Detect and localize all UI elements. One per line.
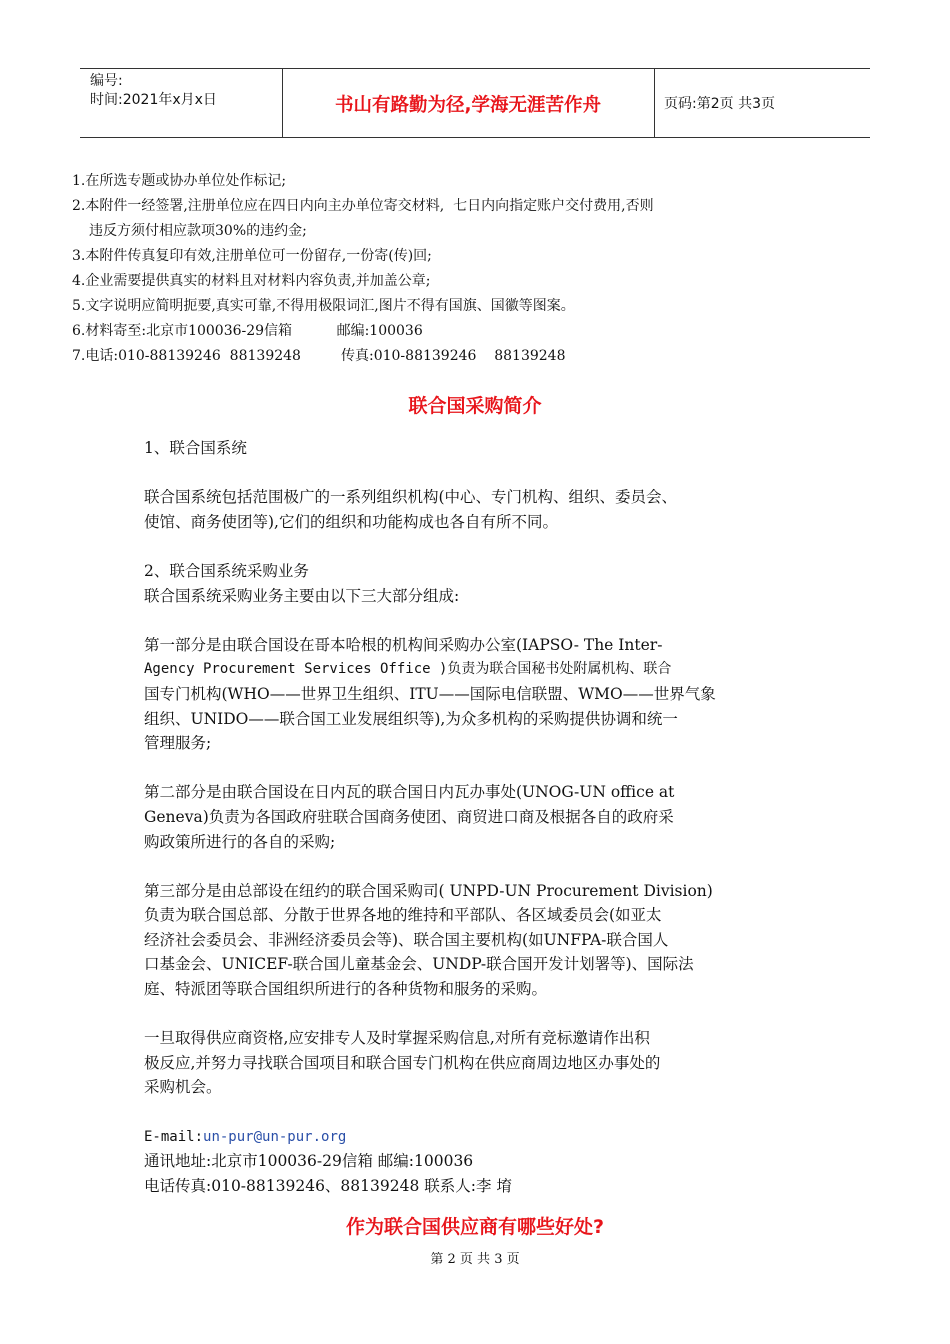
phone-line: 电话传真:010-88139246、88139248 联系人:李 堉 — [144, 1176, 512, 1195]
note-item: 3.本附件传真复印有效,注册单位可一份留存,一份寄(传)回; — [72, 248, 432, 264]
paragraph-line: 联合国系统采购业务主要由以下三大部分组成: — [144, 586, 460, 605]
note-item: 1.在所选专题或协办单位处作标记; — [72, 173, 287, 189]
paragraph-line: 国专门机构(WHO——世界卫生组织、ITU——国际电信联盟、WMO——世界气象 — [144, 684, 716, 703]
page-footer: 第 2 页 共 3 页 — [430, 1252, 520, 1267]
header-divider — [654, 69, 655, 137]
page-info: 页码:第2页 共3页 — [664, 96, 775, 112]
paragraph-line: 第二部分是由联合国设在日内瓦的联合国日内瓦办事处(UNOG-UN office at — [144, 783, 675, 802]
address-line: 通讯地址:北京市100036-29信箱 邮编:100036 — [144, 1152, 474, 1171]
paragraph-line: 庭、特派团等联合国组织所进行的各种货物和服务的采购。 — [144, 980, 548, 999]
paragraph-line: 经济社会委员会、非洲经济委员会等)、联合国主要机构(如UNFPA-联合国人 — [144, 930, 669, 949]
header-meta — [90, 72, 217, 110]
paragraph-line: 联合国系统包括范围极广的一系列组织机构(中心、专门机构、组织、委员会、 — [144, 488, 678, 507]
time-label: 时间:2021年x月x日 — [90, 92, 217, 108]
paragraph-line: 使馆、商务使团等),它们的组织和功能构成也各自有所不同。 — [144, 512, 558, 531]
note-item: 6.材料寄至:北京市100036-29信箱 邮编:100036 — [72, 323, 423, 339]
paragraph-line: 极反应,并努力寻找联合国项目和联合国专门机构在供应商周边地区办事处的 — [144, 1053, 661, 1072]
section-title-benefits: 作为联合国供应商有哪些好处? — [345, 1216, 605, 1238]
header-motto: 书山有路勤为径,学海无涯苦作舟 — [334, 95, 602, 116]
note-item: 7.电话:010-88139246 88139248 传真:010-88139246 88139248 — [72, 348, 566, 364]
paragraph-line: 口基金会、UNICEF-联合国儿童基金会、UNDP-联合国开发计划署等)、国际法 — [144, 955, 694, 974]
heading-procurement: 2、联合国系统采购业务 — [144, 561, 309, 580]
paragraph-line: 管理服务; — [144, 734, 212, 753]
heading-un-system: 1、联合国系统 — [144, 439, 247, 457]
paragraph-line: Geneva)负责为各国政府驻联合国商务使团、商贸进口商及根据各自的政府采 — [144, 807, 674, 826]
paragraph-line: 采购机会。 — [144, 1078, 222, 1097]
section-title: 联合国采购简介 — [408, 395, 542, 417]
note-item: 5.文字说明应简明扼要,真实可靠,不得用极限词汇,图片不得有国旗、国徽等图案。 — [72, 298, 575, 314]
paragraph-line: 第三部分是由总部设在纽约的联合国采购司( UNPD-UN Procurement Division) — [144, 881, 713, 900]
email-line — [144, 1125, 814, 1150]
email-label: E-mail: — [144, 1128, 204, 1145]
paragraph-line: 第一部分是由联合国设在哥本哈根的机构间采购办公室(IAPSO- The Inter- — [144, 635, 663, 654]
main-content — [144, 436, 814, 1198]
code-label: 编号: — [90, 73, 123, 89]
note-item: 2.本附件一经签署,注册单位应在四日内向主办单位寄交材料, 七日内向指定账户交付费用,否则 — [72, 198, 654, 214]
notes-list — [72, 169, 832, 369]
paragraph-line: 负责为联合国总部、分散于世界各地的维持和平部队、各区域委员会(如亚太 — [144, 906, 662, 925]
paragraph-line: Agency Procurement Services Office )负责为联合国秘书处附属机构、联合 — [144, 661, 672, 678]
email-link[interactable]: un-pur@un-pur.org — [203, 1128, 347, 1145]
paragraph-line: 一旦取得供应商资格,应安排专人及时掌握采购信息,对所有竞标邀请作出积 — [144, 1029, 650, 1048]
note-item: 违反方须付相应款项30%的违约金; — [89, 223, 307, 239]
paragraph-line: 组织、UNIDO——联合国工业发展组织等),为众多机构的采购提供协调和统一 — [144, 709, 678, 728]
note-item: 4.企业需要提供真实的材料且对材料内容负责,并加盖公章; — [72, 273, 431, 289]
paragraph-line: 购政策所进行的各自的采购; — [144, 832, 336, 851]
header-table — [80, 68, 870, 138]
